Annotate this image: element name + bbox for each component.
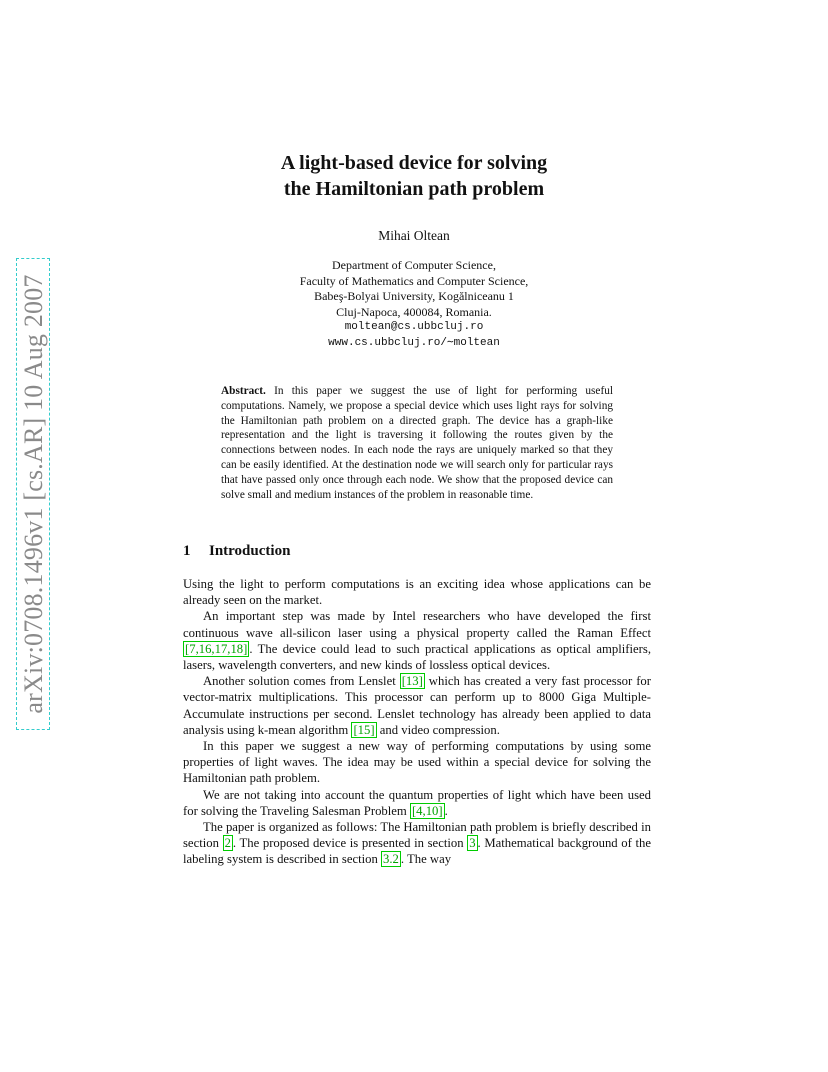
- affiliation-line-1: Department of Computer Science,: [332, 258, 496, 272]
- paragraph-3: [183, 673, 651, 738]
- abstract-text: In this paper we suggest the use of light for performing useful computations. Namely, we propose a special device which uses light rays for solving the Hamiltonian path problem on a directed graph. The device has a graph-like representation and the light is traversing it following the routes given by the connections between nodes. In each node the rays are uniquely marked so that they can be easily identified. At the destination node we will search only for particular rays that have passed only once through each node. We show that the proposed device can solve small and medium instances of the problem in reasonable time.: [221, 385, 613, 501]
- affiliation-block: [0, 258, 828, 352]
- paragraph-6-text-d: . The way: [400, 852, 452, 867]
- paper-title: [0, 150, 828, 202]
- paragraph-5-text-a: We are not taking into account the quantum properties of light which have been used for solving the Traveling Salesman Problem: [183, 787, 651, 818]
- paragraph-3-text-b: which has created a very fast processor for vector-matrix multiplications. This processor can perform up to 8000 Giga Multiple-Accumulate instructions per second. Lenslet technology has already been applied to data analysis using k-mean algorithm: [183, 674, 651, 737]
- author-website[interactable]: www.cs.ubbcluj.ro/∼moltean: [328, 336, 500, 349]
- section-link[interactable]: 3.2: [383, 852, 399, 867]
- section-link[interactable]: 3: [469, 836, 476, 851]
- citation-link[interactable]: [13]: [401, 674, 423, 689]
- arxiv-stamp-text: arXiv:0708.1496v1 [cs.AR] 10 Aug 2007: [19, 274, 48, 714]
- paragraph-4-text: In this paper we suggest a new way of performing computations by using some properties of light waves. The idea may be used within a special device for solving the Hamiltonian path problem.: [183, 739, 651, 786]
- title-line-1: A light-based device for solving: [280, 152, 548, 174]
- affiliation-line-4: Cluj-Napoca, 400084, Romania.: [336, 304, 492, 319]
- citation-link[interactable]: [4,10]: [411, 803, 443, 818]
- section-number: 1: [183, 543, 191, 559]
- abstract-label: Abstract.: [221, 385, 266, 397]
- citation-link[interactable]: [15]: [353, 722, 375, 737]
- section-link[interactable]: 2: [224, 836, 231, 851]
- paragraph-6-text-a: The paper is organized as follows: The Hamiltonian path problem is briefly described in section: [183, 820, 651, 851]
- affiliation-line-2: Faculty of Mathematics and Computer Science,: [299, 273, 529, 288]
- paragraph-6: [183, 819, 651, 868]
- paragraph-3-text-c: and video compression.: [376, 722, 500, 737]
- paragraph-2-text-a: An important step was made by Intel researchers who have developed the first continuous wave all-silicon laser using a physical property called the Raman Effect: [183, 609, 651, 640]
- paragraph-3-text-a: Another solution comes from Lenslet: [203, 674, 400, 689]
- paragraph-6-text-b: . The proposed device is presented in section: [232, 836, 468, 851]
- title-line-2: the Hamiltonian path problem: [283, 178, 545, 200]
- introduction-body: [183, 576, 651, 868]
- paragraph-6-text-c: . Mathematical background of the labeling system is described in section: [183, 836, 651, 867]
- author-email[interactable]: moltean@cs.ubbcluj.ro: [344, 321, 484, 334]
- paragraph-1-text: Using the light to perform computations is an exciting idea whose applications can be already seen on the market.: [183, 577, 651, 608]
- paragraph-4: [183, 738, 651, 787]
- abstract: [221, 384, 613, 502]
- author-name: Mihai Oltean: [378, 228, 450, 243]
- paragraph-5-text-b: .: [444, 803, 448, 818]
- section-title: Introduction: [209, 543, 291, 559]
- paragraph-5: [183, 787, 651, 819]
- paragraph-2-text-b: . The device could lead to such practical applications as optical amplifiers, lasers, wavelength converters, and new kinds of lossless optical devices.: [183, 641, 651, 673]
- section-heading-introduction: [183, 543, 290, 560]
- citation-link[interactable]: [7,16,17,18]: [185, 641, 248, 656]
- paragraph-1: [183, 576, 651, 608]
- paragraph-2: [183, 608, 651, 673]
- affiliation-line-3: Babeş-Bolyai University, Kogălniceanu 1: [314, 289, 514, 304]
